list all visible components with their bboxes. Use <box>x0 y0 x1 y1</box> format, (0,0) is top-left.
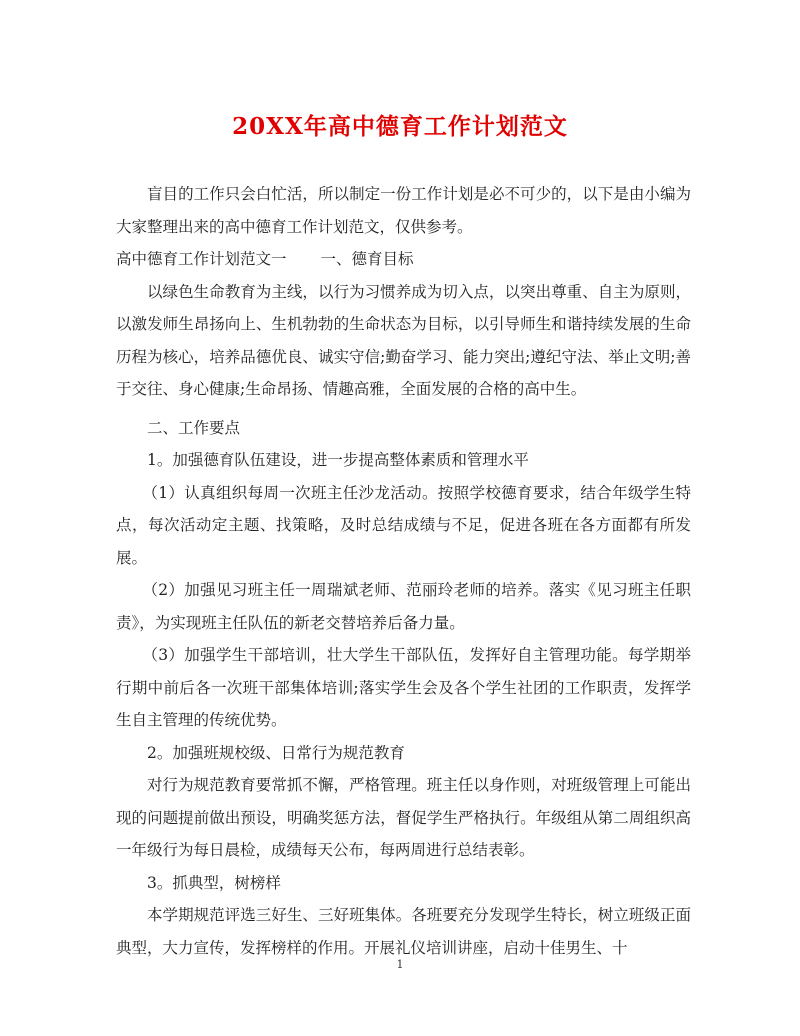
section-heading <box>116 243 691 276</box>
item-1-3-paragraph: （3）加强学生干部培训，壮大学生干部队伍，发挥好自主管理功能。每学期举行期中前后各一次班干部集体培训;落实学生会及各个学生社团的工作职责，发挥学生自主管理的传统优势。 <box>116 646 691 729</box>
page-number: 1 <box>396 958 404 971</box>
work-points-heading: 二、工作要点 <box>147 418 241 437</box>
document-title: 20XX年高中德育工作计划范文 <box>232 113 568 140</box>
goal-paragraph: 以绿色生命教育为主线，以行为习惯养成为切入点，以突出尊重、自主为原则，以激发师生昂扬向上、生机勃勃的生命状态为目标，以引导师生和谐持续发展的生命历程为核心，培养品德优良、诚实守信;勤奋学习、能力突出;遵纪守法、举止文明;善于交往、身心健康;生命昂扬、情趣高雅，全面发展的合格的高中生。 <box>116 282 691 398</box>
section-heading-right: 一、德育目标 <box>320 250 414 268</box>
item-2-heading: 2。加强班规校级、日常行为规范教育 <box>147 743 405 762</box>
document-body <box>116 178 691 964</box>
item-1-heading: 1。加强德育队伍建设，进一步提高整体素质和管理水平 <box>147 451 529 469</box>
item-3-paragraph: 本学期规范评选三好生、三好班集体。各班要充分发现学生特长，树立班级正面典型，大力宣传，发挥榜样的作用。开展礼仪培训讲座，启动十佳男生、十 <box>116 906 691 957</box>
item-1-2-paragraph: （2）加强见习班主任一周瑞斌老师、范丽玲老师的培养。落实《见习班主任职责》，为实现班主任队伍的新老交替培养后备力量。 <box>116 581 691 632</box>
section-heading-left: 高中德育工作计划范文一 <box>116 250 287 268</box>
item-2-paragraph: 对行为规范教育要常抓不懈，严格管理。班主任以身作则，对班级管理上可能出现的问题提前做出预设，明确奖惩方法，督促学生严格执行。年级组从第二周组织高一年级行为每日晨检，成绩每天公布，每两周进行总结表彰。 <box>116 776 691 859</box>
item-1-1-paragraph: （1）认真组织每周一次班主任沙龙活动。按照学校德育要求，结合年级学生特点，每次活动定主题、找策略，及时总结成绩与不足，促进各班在各方面都有所发展。 <box>116 483 691 567</box>
intro-paragraph: 盲目的工作只会白忙活，所以制定一份工作计划是必不可少的，以下是由小编为大家整理出来的高中德育工作计划范文，仅供参考。 <box>116 185 691 236</box>
item-3-heading: 3。抓典型，树榜样 <box>147 873 281 892</box>
